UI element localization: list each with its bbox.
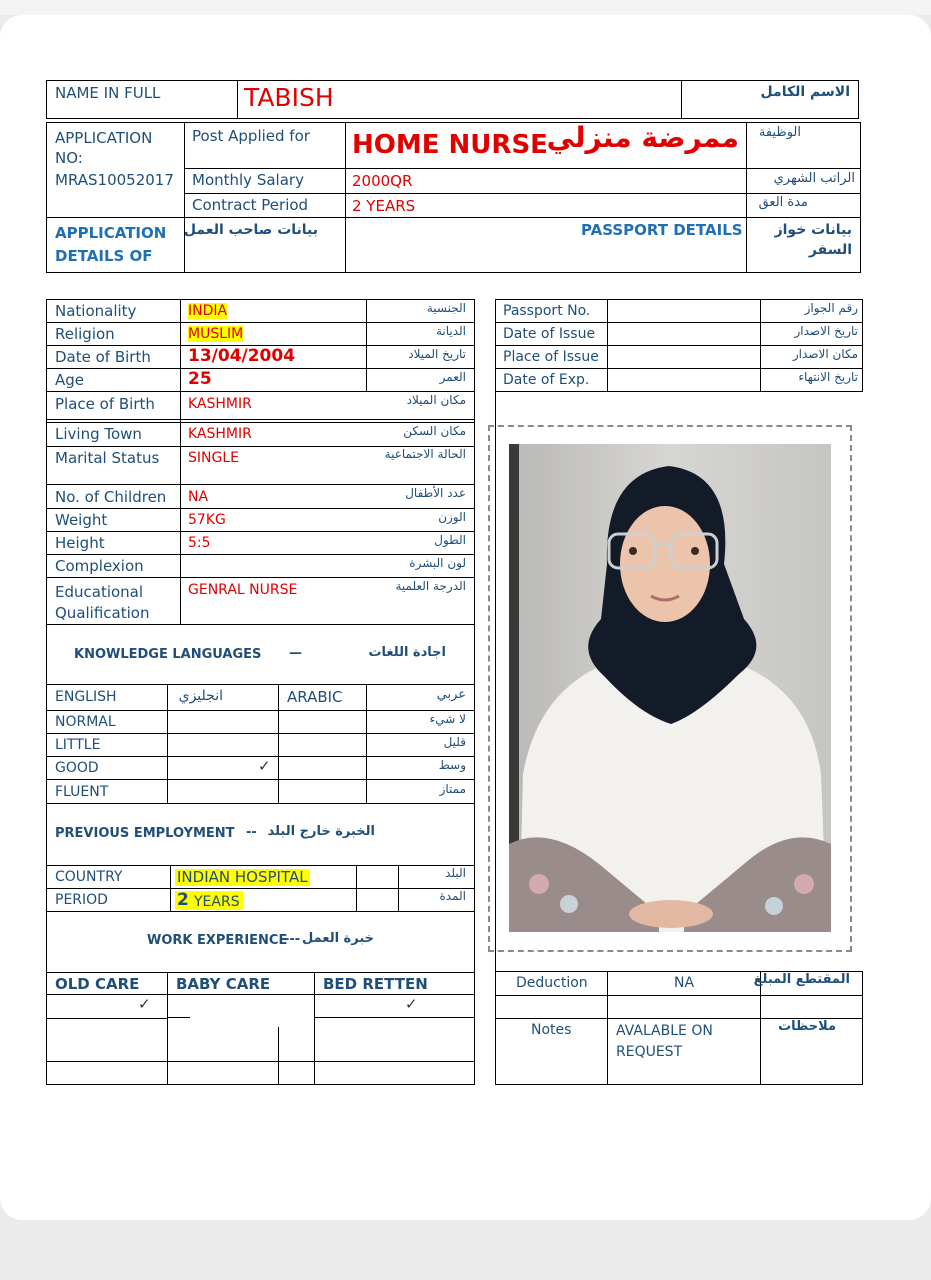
name-value: TABISH	[244, 83, 334, 112]
level-little-ar: قليل	[443, 735, 466, 749]
arabic-label: ARABIC	[287, 688, 343, 706]
post-value-ar: ممرضة منزلي	[546, 121, 739, 154]
bed-retten-label: BED RETTEN	[323, 975, 428, 993]
date-of-birth-label-ar: تاريخ الميلاد	[408, 347, 466, 361]
children-value: NA	[188, 489, 209, 505]
period-label: PERIOD	[55, 892, 108, 908]
deduction-value: NA	[674, 975, 695, 991]
religion-label: Religion	[55, 325, 115, 343]
nationality-value: INDIA	[188, 303, 228, 319]
period-value-number: 2	[177, 890, 189, 910]
work-experience-title-ar: خبرة العمل	[302, 931, 374, 946]
place-of-issue-ar: مكان الاصدار	[792, 347, 858, 361]
notes-label-ar: ملاحظات	[778, 1019, 836, 1034]
applicant-photo	[509, 444, 831, 932]
monthly-salary-value: 2000QR	[352, 172, 413, 190]
contract-period-label: Contract Period	[192, 196, 309, 214]
date-of-issue-ar: تاريخ الاصدار	[794, 324, 858, 338]
date-of-birth-label: Date of Birth	[55, 348, 151, 366]
application-no-value: MRAS10052017	[55, 171, 174, 189]
level-fluent-ar: ممتاز	[439, 782, 466, 796]
living-town-value: KASHMIR	[188, 426, 252, 442]
contract-period-label-ar: مدة العق	[758, 195, 808, 210]
languages-title: KNOWLEDGE LANGUAGES	[74, 647, 262, 662]
passport-no-label: Passport No.	[503, 303, 591, 319]
place-of-birth-label: Place of Birth	[55, 395, 155, 413]
country-value: INDIAN HOSPITAL	[177, 868, 308, 886]
age-value: 25	[188, 369, 212, 389]
weight-value: 57KG	[188, 512, 226, 528]
date-of-issue-label: Date of Issue	[503, 326, 596, 342]
complexion-label-ar: لون البشرة	[409, 556, 466, 570]
place-of-birth-label-ar: مكان الميلاد	[406, 393, 466, 407]
religion-value: MUSLIM	[188, 326, 244, 342]
level-normal-ar: لا شيء	[429, 712, 466, 726]
top-bar	[0, 0, 931, 15]
passport-no-ar: رقم الجواز	[804, 301, 858, 315]
age-label: Age	[55, 371, 85, 389]
deduction-label: Deduction	[516, 975, 588, 991]
application-no-label: APPLICATION NO:	[55, 129, 153, 167]
education-label: Educational Qualification	[55, 583, 150, 622]
education-label-ar: الدرجة العلمية	[395, 579, 466, 593]
work-experience-title: WORK EXPERIENCE	[147, 933, 288, 948]
english-good-check: ✓	[258, 757, 271, 775]
employment-title-ar: الخبرة خارج البلد	[267, 824, 375, 839]
post-label-ar: الوظيفة	[758, 125, 801, 140]
education-value: GENRAL NURSE	[188, 582, 298, 598]
employment-title: PREVIOUS EMPLOYMENT	[55, 826, 235, 841]
height-label: Height	[55, 534, 105, 552]
marital-status-value: SINGLE	[188, 450, 239, 466]
name-label-ar: الاسم الكامل	[760, 84, 850, 100]
weight-label: Weight	[55, 511, 108, 529]
monthly-salary-label-ar: الراتب الشهري	[773, 171, 855, 186]
employer-details-ar: بيانات صاحب العمل	[183, 222, 318, 238]
complexion-label: Complexion	[55, 557, 144, 575]
old-care-label: OLD CARE	[55, 975, 140, 993]
english-label-ar: انجليزي	[178, 688, 223, 704]
children-label: No. of Children	[55, 488, 167, 506]
country-label: COUNTRY	[55, 869, 123, 885]
contract-period-value: 2 YEARS	[352, 197, 416, 215]
old-care-check: ✓	[138, 995, 151, 1013]
name-in-full-label: NAME IN FULL	[55, 84, 161, 102]
height-value: 5:5	[188, 535, 211, 551]
nationality-label-ar: الجنسية	[426, 301, 466, 315]
employment-dash: --	[246, 825, 257, 840]
weight-label-ar: الوزن	[438, 510, 466, 524]
living-town-label: Living Town	[55, 425, 142, 443]
date-of-exp-ar: تاريخ الانتهاء	[798, 370, 858, 384]
level-little-label: LITTLE	[55, 737, 101, 753]
post-applied-label: Post Applied for	[192, 127, 310, 145]
nationality-label: Nationality	[55, 302, 137, 320]
languages-title-ar: اجادة اللغات	[368, 645, 446, 660]
post-value: HOME NURSE	[352, 130, 548, 160]
baby-care-label: BABY CARE	[176, 975, 271, 993]
country-label-ar: البلد	[445, 866, 466, 880]
arabic-label-ar: عربي	[436, 687, 466, 702]
level-good-label: GOOD	[55, 760, 99, 776]
work-experience-dash: ---	[284, 932, 301, 947]
living-town-label-ar: مكان السكن	[403, 424, 466, 438]
passport-details-ar: بيانات خواز السفر	[774, 222, 852, 258]
english-label: ENGLISH	[55, 689, 117, 705]
level-normal-label: NORMAL	[55, 714, 116, 730]
level-good-ar: وسط	[438, 758, 466, 772]
notes-value: AVALABLE ON REQUEST	[616, 1023, 713, 1060]
notes-label: Notes	[531, 1022, 572, 1038]
religion-label-ar: الديانة	[435, 324, 466, 338]
application-details-label: APPLICATION DETAILS OF	[55, 224, 167, 265]
height-label-ar: الطول	[434, 533, 466, 547]
bed-retten-check: ✓	[405, 995, 418, 1013]
period-value-unit: YEARS	[194, 894, 240, 910]
period-label-ar: المدة	[439, 889, 466, 903]
passport-details-label: PASSPORT DETAILS	[581, 221, 743, 239]
marital-status-label-ar: الحالة الاجتماعية	[384, 447, 466, 461]
marital-status-label: Marital Status	[55, 449, 160, 467]
monthly-salary-label: Monthly Salary	[192, 171, 304, 189]
children-label-ar: عدد الأطفال	[405, 486, 466, 500]
languages-dash: —	[289, 646, 302, 661]
place-of-birth-value: KASHMIR	[188, 396, 252, 412]
level-fluent-label: FLUENT	[55, 784, 109, 800]
date-of-exp-label: Date of Exp.	[503, 372, 590, 388]
place-of-issue-label: Place of Issue	[503, 349, 599, 365]
deduction-label-ar: المقتطع المبلغ	[753, 972, 850, 987]
hands	[629, 900, 713, 928]
age-label-ar: العمر	[439, 370, 466, 384]
face	[620, 506, 710, 622]
date-of-birth-value: 13/04/2004	[188, 346, 296, 366]
